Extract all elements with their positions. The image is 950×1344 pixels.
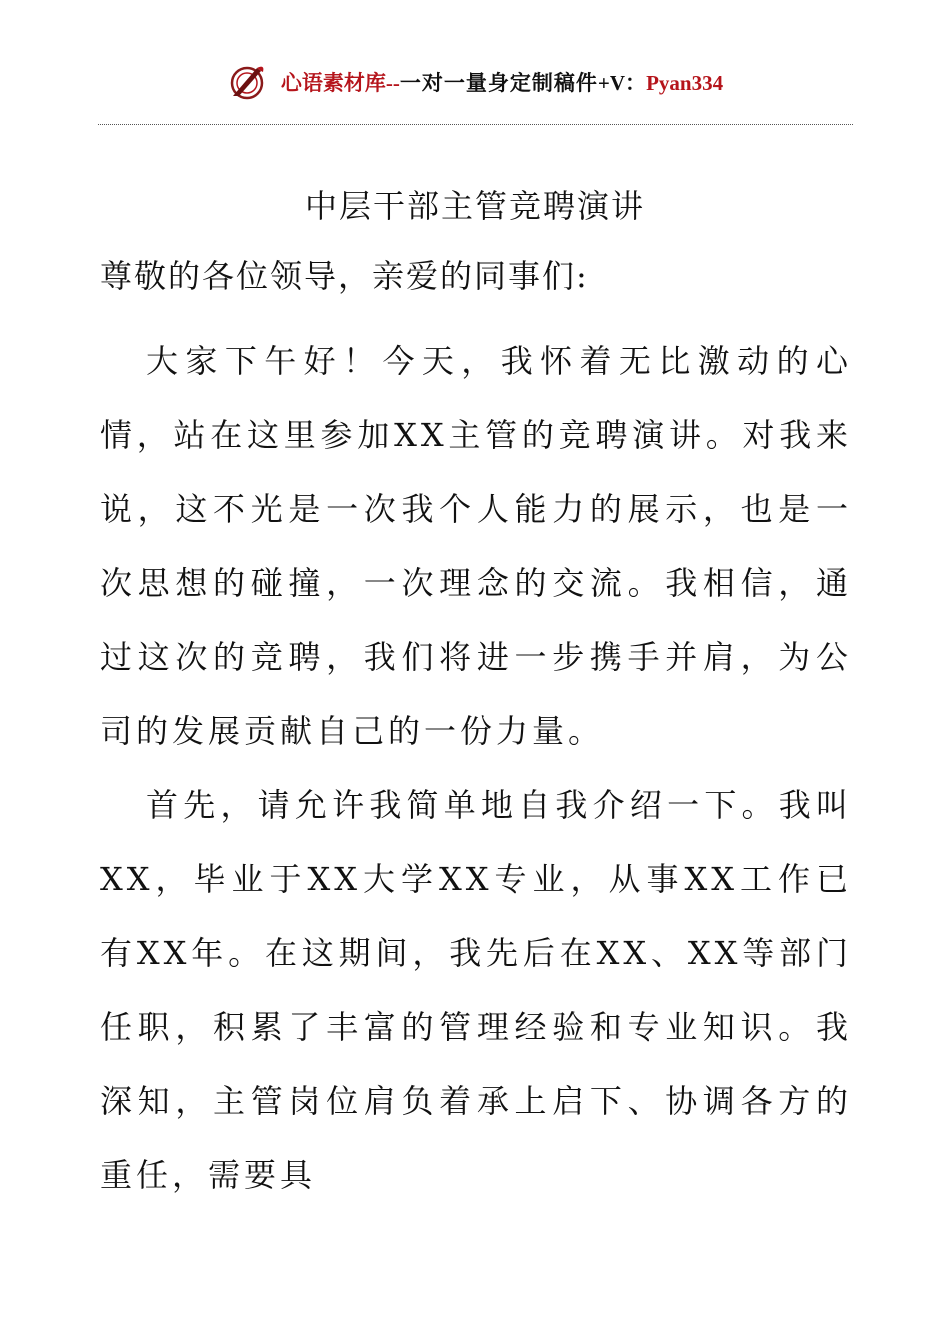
salutation: 尊敬的各位领导，亲爱的同事们: — [100, 257, 589, 295]
paragraph: 大家下午好！今天，我怀着无比激动的心情，站在这里参加XX主管的竞聘演讲。对我来说，这不光是一次我个人能力的展示，也是一次思想的碰撞，一次理念的交流。我相信，通过这次的竞聘，我们将进一步携手并肩，为公司的发展贡献自己的一份力量。 — [100, 342, 852, 750]
paragraph: 首先，请允许我简单地自我介绍一下。我叫XX，毕业于XX大学XX专业，从事XX工作已有XX年。在这期间，我先后在XX、XX等部门任职，积累了丰富的管理经验和专业知识。我深知，主管岗位肩负着承上启下、协调各方的重任，需要具 — [100, 786, 852, 1194]
quill-pen-logo-icon — [227, 62, 267, 102]
header-slogan: 一对一量身定制稿件 — [399, 71, 598, 95]
contact-label: +V： — [597, 71, 647, 95]
document-title: 中层干部主管竞聘演讲 — [304, 187, 645, 225]
page-header — [0, 58, 950, 106]
document-body — [100, 324, 852, 1212]
header-separator: -- — [385, 71, 400, 95]
header-title — [281, 67, 723, 97]
contact-id: Pyan334 — [646, 71, 724, 95]
header-divider — [98, 124, 853, 125]
brand-name: 心语素材库 — [280, 71, 386, 95]
